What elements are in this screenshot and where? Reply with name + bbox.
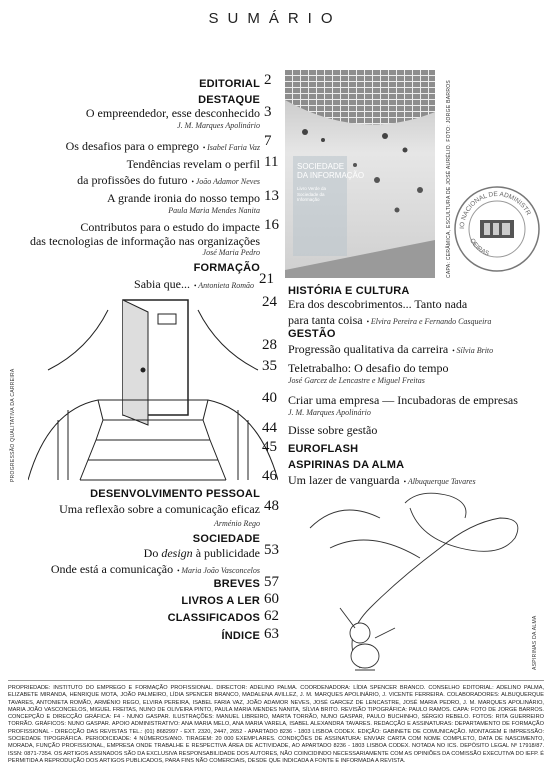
article-author: J. M. Marques Apolinário <box>177 121 260 130</box>
article-author: Sílvia Brito <box>456 346 494 355</box>
article-title[interactable]: Do design à publicidade <box>143 546 260 560</box>
page-number: 2 <box>264 72 272 88</box>
page-number: 7 <box>264 133 272 149</box>
svg-text:OEIRAS <box>468 237 490 257</box>
section-euroflash[interactable]: EUROFLASH <box>288 443 359 455</box>
article-title[interactable]: Sabia que... <box>134 277 191 291</box>
page-number: 62 <box>264 608 279 624</box>
article-author: José Garcez de Lencastre e Miguel Freitas <box>288 376 425 385</box>
page-number: 60 <box>264 591 279 607</box>
stamp-text-bottom: OEIRAS <box>468 237 491 258</box>
page-number: 13 <box>264 188 279 204</box>
cover-subtitle: Livro Verde da Sociedade da Informação <box>297 186 327 202</box>
section-classificados[interactable]: CLASSIFICADOS <box>167 612 260 624</box>
section-breves[interactable]: BREVES <box>213 578 260 590</box>
article-title[interactable]: A grande ironia do nosso tempo <box>107 191 260 205</box>
article-title[interactable]: O empreendedor, esse desconhecido <box>85 106 260 120</box>
page-number: 63 <box>264 626 279 642</box>
illustration-caption-left: PROGRESSÃO QUALITATIVA DA CARREIRA <box>10 368 16 482</box>
cover-title-line2: DA INFORMAÇÃO <box>297 171 365 180</box>
page-number: 48 <box>264 498 279 514</box>
section-historia-cultura: HISTÓRIA E CULTURA <box>288 285 410 297</box>
article-author: José Maria Pedro <box>202 248 260 257</box>
article-title[interactable]: Onde está a comunicação <box>50 562 174 576</box>
article-title[interactable]: Disse sobre gestão <box>288 423 378 437</box>
article-title[interactable]: Criar uma empresa — Incubadoras de empresas <box>288 393 518 407</box>
page-number: 53 <box>264 542 279 558</box>
article-title[interactable]: Os desafios para o emprego <box>65 139 199 153</box>
page-number: 28 <box>262 337 277 353</box>
article-title[interactable]: Tendências revelam o perfil <box>126 157 260 171</box>
stamp-text-top: IO NACIONAL DE ADMINISTR <box>458 190 532 230</box>
door-stairs-illustration <box>28 290 278 485</box>
article-author: Elvira Pereira e Fernando Casqueira <box>370 317 492 326</box>
section-livros-a-ler[interactable]: LIVROS A LER <box>181 595 260 607</box>
page-number: 46 <box>262 468 277 484</box>
page-number: 44 <box>262 420 277 436</box>
article-title[interactable]: Um lazer de vanguarda <box>288 473 400 487</box>
section-gestao: GESTÃO <box>288 328 336 340</box>
divider <box>8 680 544 681</box>
library-stamp <box>452 184 542 274</box>
article-title-line2[interactable]: das tecnologias de informação nas organizações <box>29 234 260 248</box>
article-title[interactable]: Teletrabalho: O desafio do tempo <box>288 361 449 375</box>
page-number: 21 <box>259 271 274 287</box>
article-title-line2[interactable]: para tanta coisa <box>288 313 363 327</box>
page-number: 57 <box>264 574 279 590</box>
article-author: Arménio Rego <box>214 519 260 528</box>
section-editorial: EDITORIAL <box>199 78 260 90</box>
article-author: João Adamor Neves <box>195 177 260 186</box>
section-desenvolvimento-pessoal: DESENVOLVIMENTO PESSOAL <box>90 488 260 500</box>
cover-caption: CAPA: CERÂMICA, ESCULTURA DE JOSÉ AURÉLIO. FOTO: JORGE BARROS <box>446 79 452 278</box>
article-title[interactable]: Progressão qualitativa da carreira <box>288 342 449 356</box>
section-formacao: FORMAÇÃO <box>193 262 260 274</box>
lasso-figure-illustration <box>300 488 530 678</box>
cover-photo <box>285 70 435 278</box>
page-title: SUMÁRIO <box>208 10 342 27</box>
section-aspirinas: ASPIRINAS DA ALMA <box>288 459 405 471</box>
page-number: 11 <box>264 154 279 170</box>
article-author: J. M. Marques Apolinário <box>288 408 371 417</box>
page-number: 24 <box>262 294 277 310</box>
credits-masthead: PROPRIEDADE: INSTITUTO DO EMPREGO E FORMAÇÃO PROFISSIONAL. DIRECTOR: ADELINO PALMA. COORDENADORA: LÍDIA SPENCER BRANCO. CONSELHO EDITORIAL: ADELINO PALMA, ELIZABETE MIRANDA, HENRIQUE MOTA, JOÃO PALMEIRO, LÍDIA SPENCER BRANCO, MADALENA AVILLEZ, J. M. MARQUES APOLINÁRIO, J. VICENTE FERREIRA. COLABORADORES: ALBUQUERQUE TAVARES, ANTONIETA ROMÃO, ARMÉNIO REGO, ELVIRA PEREIRA, ISABEL FARIA VAZ, JOÃO ADAMOR NEVES, JOSÉ GARCEZ DE LENCASTRE, JOSÉ MARIA PEDRO, J. M. MARQUES APOLINÁRIO, MARIA JOÃO VASCONCELOS, MIGUEL FREITAS, NUNO DE OLIVEIRA PINTO, PAULA MARIA MENDES NANITA, SÍLVIA BRITO. REVISÃO TIPOGRÁFICA: PAULO RAMOS. CAPA: FOTO DE JORGE BARROS. CONCEPÇÃO E DIRECÇÃO GRÁFICA: F4 - NUNO GASPAR. ILUSTRAÇÕES: MANUEL LIBREIRO, MARTA TORRÃO, NUNO GASPAR, PAULO BUCHINHO, SÉRGIO REBELO. FOTOS: RITA GUERREIRO TORRÃO. GRÁFICOS: NUNO GASPAR. APOIO ADMINISTRATIVO: ANA MARIA MELO, ANA MARIA VARELA, ISABEL ALEXANDRA TAVARES. REDACÇÃO E ASSINATURAS: DEPARTAMENTO DE FORMAÇÃO PROFISSIONAL - DIRECÇÃO DAS REVISTAS TEL.: (01) 8682997 - EXT. 2320, 2447, 2652 - APARTADO 8236 - 1803 LISBOA CODEX. EDIÇÃO: GABINETE DE COMUNICAÇÃO. MONTAGEM E IMPRESSÃO: SOCIEDADE TIPOGRÁFICA. PERIODICIDADE: 4 NÚMEROS/ANO. TIRAGEM: 20 000 EXEMPLARES. CONDIÇÕES DE ASSINATURA: ENVIAR CARTA COM NOME COMPLETO, DATA DE NASCIMENTO, MORADA, FUNÇÃO PROFISSIONAL, EMPRESA ONDE TRABALHE E RESPECTIVA ÁREA DE ACTIVIDADE, AO APARTADO 8236 - 1803 LISBOA CODEX. NOTADA NO ICS. DEPÓSITO LEGAL Nº 17918/87. ISSN: 0871-7354. OS ARTIGOS ASSINADOS SÃO DA EXCLUSIVA RESPONSABILIDADE DOS AUTORES, NÃO COINCIDINDO NECESSARIAMENTE COM AS OPINIÕES DA COMISSÃO EXECUTIVA DO IEFP. É PERMITIDA A REPRODUÇÃO DOS ARTIGOS PUBLICADOS, PARA FINS NÃO COMERCIAIS, DESDE QUE INDICADA A FONTE E INFORMADA A REVISTA. <box>8 685 544 764</box>
article-author: Isabel Faria Vaz <box>207 143 260 152</box>
article-author: Antonieta Romão <box>198 281 254 290</box>
page-number: 35 <box>262 358 277 374</box>
section-destaque: DESTAQUE <box>198 94 260 106</box>
page-number: 3 <box>264 104 272 120</box>
article-title[interactable]: Contributos para o estudo do impacte <box>80 220 260 234</box>
section-indice[interactable]: ÍNDICE <box>221 630 260 642</box>
article-title[interactable]: Era dos descobrimentos... Tanto nada <box>288 297 468 311</box>
section-sociedade: SOCIEDADE <box>192 533 260 545</box>
page-number: 40 <box>262 390 277 406</box>
article-title[interactable]: Uma reflexão sobre a comunicação eficaz <box>59 502 260 516</box>
article-author: Maria João Vasconcelos <box>181 566 260 575</box>
illustration-caption-right: ASPIRINAS DA ALMA <box>532 615 538 670</box>
page-number: 45 <box>262 439 277 455</box>
article-author: Paula Maria Mendes Nanita <box>168 206 260 215</box>
article-author: Albuquerque Tavares <box>407 477 476 486</box>
cover-title-line1: SOCIEDADE <box>297 162 345 171</box>
page-number: 16 <box>264 217 279 233</box>
article-title-line2[interactable]: da profissões do futuro <box>77 173 188 187</box>
